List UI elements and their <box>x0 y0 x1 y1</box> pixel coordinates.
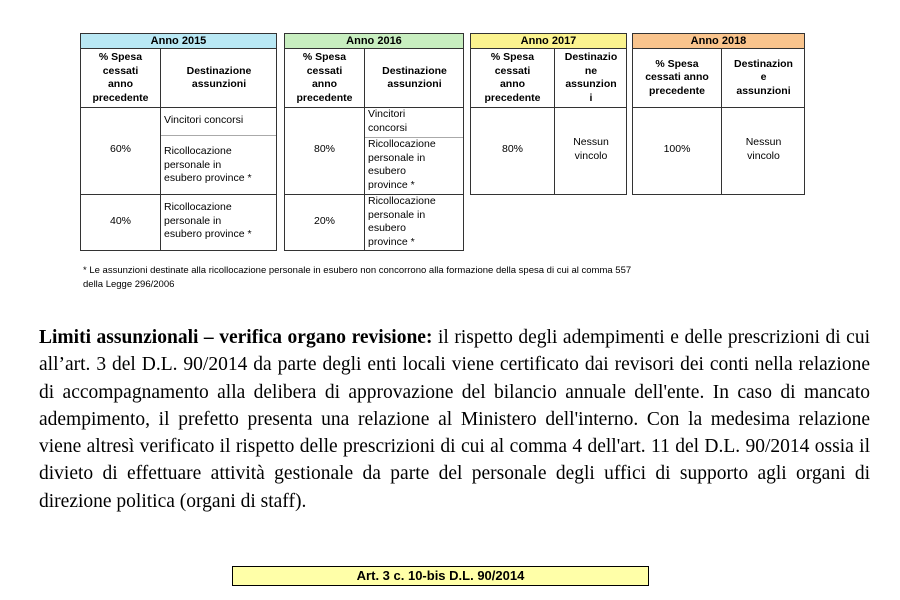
col-spesa-header: % Spesa cessati anno precedente <box>92 51 149 104</box>
year-header-2017: Anno 2017 <box>471 34 626 49</box>
col-spesa-header: % Spesa cessati anno precedente <box>645 57 709 97</box>
pct-cell: 80% <box>501 143 523 155</box>
pct-cell: 20% <box>313 215 335 227</box>
year-header-2015: Anno 2015 <box>81 34 276 49</box>
col-dest-header: Destinazione assunzioni <box>382 64 447 90</box>
dest-cell: Vincitori concorsi <box>368 108 408 134</box>
dest-cell: Nessun vincolo <box>745 136 782 162</box>
col-dest-header: Destinazio ne assunzion i <box>564 51 618 104</box>
paragraph-body: il rispetto degli adempimenti e delle prescrizioni di cui all’art. 3 del D.L. 90/2014 da parte degli enti locali viene certificato dai revisori dei conti nella relazione di accompagnamento alla delibera di approvazione del bilancio annuale dell'ente. In caso di mancato adempimento, il prefetto presenta una relazione al Ministero dell'interno. Con la medesima relazione viene altresì verificato il rispetto delle prescrizioni di cui al comma 4 dell'art. 11 del D.L. 90/2014 ossia il divieto di effettuare attività gestionale da parte del personale degli uffici di supporto agli organi di direzione politica (organi di staff). <box>39 327 870 512</box>
col-dest-header: Destinazione assunzioni <box>186 64 252 90</box>
year-header-2016: Anno 2016 <box>285 34 463 49</box>
dest-cell: Ricollocazione personale in esubero province * <box>164 201 252 240</box>
table-footnote: * Le assunzioni destinate alla ricollocazione personale in esubero non concorrono alla formazione della spesa di cui al comma 557 della Legge 296/2006 <box>83 265 632 290</box>
col-dest-header: Destinazion e assunzioni <box>734 57 793 97</box>
col-spesa-header: % Spesa cessati anno precedente <box>296 51 353 104</box>
pct-cell: 80% <box>313 143 335 155</box>
paragraph-lead: Limiti assunzionali – verifica organo revisione: <box>39 327 433 348</box>
dest-cell: Ricollocazione personale in esubero province * <box>368 138 436 191</box>
table-2016 <box>284 33 464 251</box>
pct-cell: 100% <box>663 143 691 155</box>
dest-cell: Vincitori concorsi <box>164 114 244 126</box>
year-header-2018: Anno 2018 <box>633 34 804 49</box>
table-2017 <box>470 33 627 195</box>
dest-cell: Ricollocazione personale in esubero province * <box>368 195 436 248</box>
dest-cell: Nessun vincolo <box>573 136 609 162</box>
pct-cell: 60% <box>109 143 131 155</box>
legal-reference-box: Art. 3 c. 10-bis D.L. 90/2014 <box>232 566 649 586</box>
pct-cell: 40% <box>109 215 131 227</box>
body-paragraph <box>39 324 870 515</box>
table-2018 <box>632 33 805 195</box>
table-2015 <box>80 33 277 251</box>
dest-cell: Ricollocazione personale in esubero province * <box>164 145 252 184</box>
col-spesa-header: % Spesa cessati anno precedente <box>484 51 541 104</box>
